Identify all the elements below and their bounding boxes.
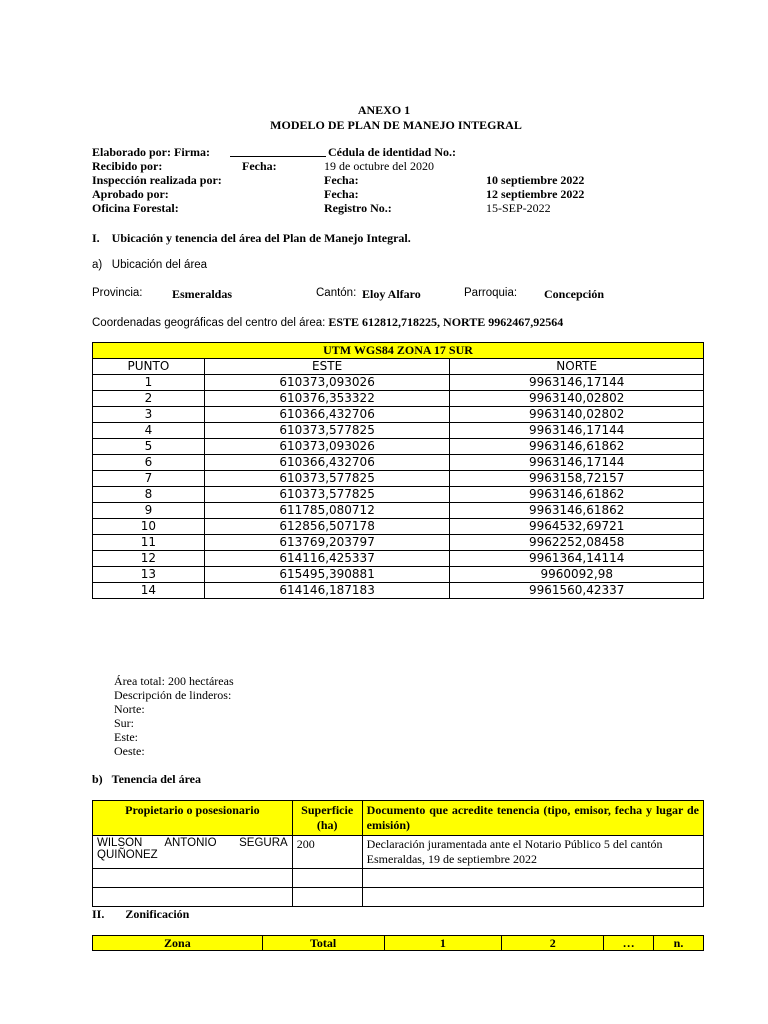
norte-cell: 9963146,61862 xyxy=(450,503,704,519)
tenencia-header-row xyxy=(93,801,704,836)
empty-cell xyxy=(362,888,703,907)
table-row xyxy=(93,375,704,391)
table-row xyxy=(93,487,704,503)
punto-cell: 3 xyxy=(93,407,205,423)
table-row xyxy=(93,869,704,888)
norte-cell: 9962252,08458 xyxy=(450,535,704,551)
norte-cell: 9963140,02802 xyxy=(450,391,704,407)
utm-table xyxy=(92,342,704,599)
table-row xyxy=(93,836,704,869)
subsection-a-title: a) Ubicación del área xyxy=(92,259,208,271)
punto-cell: 2 xyxy=(93,391,205,407)
tenencia-table xyxy=(92,800,704,907)
este-cell: 614146,187183 xyxy=(204,583,450,599)
norte-cell: 9964532,69721 xyxy=(450,519,704,535)
table-row xyxy=(93,503,704,519)
elaborado-label: Elaborado por: Firma: xyxy=(92,145,210,159)
este-cell: 612856,507178 xyxy=(204,519,450,535)
este-cell: 613769,203797 xyxy=(204,535,450,551)
punto-cell: 14 xyxy=(93,583,205,599)
table-row xyxy=(93,535,704,551)
este-cell: 614116,425337 xyxy=(204,551,450,567)
header-superficie: Superficie (ha) xyxy=(292,801,362,836)
table-row xyxy=(93,455,704,471)
empty-cell xyxy=(93,888,293,907)
norte-cell: 9963158,72157 xyxy=(450,471,704,487)
table-row xyxy=(93,439,704,455)
owner-cell: WILSON ANTONIO SEGURA QUIÑONEZ xyxy=(93,836,293,869)
punto-cell: 6 xyxy=(93,455,205,471)
table-row xyxy=(93,583,704,599)
norte-cell: 9961364,14114 xyxy=(450,551,704,567)
norte-cell: 9961560,42337 xyxy=(450,583,704,599)
recibido-label: Recibido por: xyxy=(92,159,163,173)
canton-label: Cantón: xyxy=(316,287,357,299)
lindero-este: Este: xyxy=(114,730,138,744)
este-cell: 610373,577825 xyxy=(204,423,450,439)
table-row xyxy=(93,423,704,439)
provincia-label: Provincia: xyxy=(92,287,143,299)
header-1: 1 xyxy=(384,936,502,951)
inspeccion-fecha: 10 septiembre 2022 xyxy=(486,173,585,187)
empty-cell xyxy=(93,869,293,888)
parroquia-value: Concepción xyxy=(544,287,604,301)
este-cell: 610373,577825 xyxy=(204,471,450,487)
surface-cell: 200 xyxy=(292,836,362,869)
norte-cell: 9963146,17144 xyxy=(450,375,704,391)
table-row xyxy=(93,519,704,535)
este-cell: 610373,577825 xyxy=(204,487,450,503)
table-row xyxy=(93,551,704,567)
lindero-oeste: Oeste: xyxy=(114,744,145,758)
header-propietario: Propietario o posesionario xyxy=(93,801,293,836)
norte-cell: 9963140,02802 xyxy=(450,407,704,423)
cedula-label: Cédula de identidad No.: xyxy=(328,145,457,159)
section-2-title: II. Zonificación xyxy=(92,907,190,921)
lindero-norte: Norte: xyxy=(114,702,145,716)
provincia-value: Esmeraldas xyxy=(172,287,232,301)
lindero-sur: Sur: xyxy=(114,716,135,730)
header-n: n. xyxy=(654,936,704,951)
norte-cell: 9963146,17144 xyxy=(450,455,704,471)
header-norte: NORTE xyxy=(450,359,704,375)
inspeccion-label: Inspección realizada por: xyxy=(92,173,222,187)
utm-title-row xyxy=(93,343,704,359)
oficina-label: Oficina Forestal: xyxy=(92,201,179,215)
punto-cell: 9 xyxy=(93,503,205,519)
table-row xyxy=(93,391,704,407)
este-cell: 615495,390881 xyxy=(204,567,450,583)
punto-cell: 11 xyxy=(93,535,205,551)
annex-label: ANEXO 1 xyxy=(357,103,411,117)
coordinates-value: ESTE 612812,718225, NORTE 9962467,92564 xyxy=(328,315,564,329)
coordinates-label: Coordenadas geográficas del centro del área: xyxy=(92,317,326,329)
table-row xyxy=(93,471,704,487)
inspeccion-fecha-label: Fecha: xyxy=(324,173,359,187)
utm-header-row xyxy=(93,359,704,375)
punto-cell: 7 xyxy=(93,471,205,487)
header-documento: Documento que acredite tenencia (tipo, emisor, fecha y lugar de emisión) xyxy=(362,801,703,836)
norte-cell: 9963146,17144 xyxy=(450,423,704,439)
header-zona: Zona xyxy=(93,936,263,951)
recibido-fecha: 19 de octubre del 2020 xyxy=(324,159,434,173)
document-title: MODELO DE PLAN DE MANEJO INTEGRAL xyxy=(270,118,522,132)
punto-cell: 10 xyxy=(93,519,205,535)
empty-cell xyxy=(292,869,362,888)
punto-cell: 13 xyxy=(93,567,205,583)
registro-label: Registro No.: xyxy=(324,201,392,215)
subsection-b-title: b) Tenencia del área xyxy=(92,772,202,786)
parroquia-label: Parroquia: xyxy=(464,287,518,299)
este-cell: 610366,432706 xyxy=(204,455,450,471)
document-cell: Declaración juramentada ante el Notario Público 5 del cantón Esmeraldas, 19 de septiembre 2022 xyxy=(362,836,703,869)
registro-value: 15-SEP-2022 xyxy=(486,201,551,215)
zonificacion-table xyxy=(92,935,704,951)
canton-value: Eloy Alfaro xyxy=(362,287,421,301)
norte-cell: 9963146,61862 xyxy=(450,439,704,455)
header-2: 2 xyxy=(502,936,604,951)
norte-cell: 9963146,61862 xyxy=(450,487,704,503)
table-row xyxy=(93,888,704,907)
punto-cell: 12 xyxy=(93,551,205,567)
coordinates-line xyxy=(92,315,563,330)
linderos-label: Descripción de linderos: xyxy=(114,688,232,702)
aprobado-label: Aprobado por: xyxy=(92,187,169,201)
norte-cell: 9960092,98 xyxy=(450,567,704,583)
table-row xyxy=(93,407,704,423)
este-cell: 611785,080712 xyxy=(204,503,450,519)
aprobado-fecha-label: Fecha: xyxy=(324,187,359,201)
empty-cell xyxy=(292,888,362,907)
zonificacion-header-row xyxy=(93,936,704,951)
utm-table-title: UTM WGS84 ZONA 17 SUR xyxy=(93,343,704,359)
este-cell: 610373,093026 xyxy=(204,375,450,391)
punto-cell: 5 xyxy=(93,439,205,455)
section-1-title: I. Ubicación y tenencia del área del Plan de Manejo Integral. xyxy=(92,231,411,245)
header-punto: PUNTO xyxy=(93,359,205,375)
aprobado-fecha: 12 septiembre 2022 xyxy=(486,187,585,201)
punto-cell: 8 xyxy=(93,487,205,503)
table-row xyxy=(93,567,704,583)
header-este: ESTE xyxy=(204,359,450,375)
header-total: Total xyxy=(262,936,384,951)
recibido-fecha-label: Fecha: xyxy=(242,159,277,173)
punto-cell: 1 xyxy=(93,375,205,391)
este-cell: 610373,093026 xyxy=(204,439,450,455)
header-ellipsis: … xyxy=(604,936,654,951)
empty-cell xyxy=(362,869,703,888)
punto-cell: 4 xyxy=(93,423,205,439)
este-cell: 610376,353322 xyxy=(204,391,450,407)
este-cell: 610366,432706 xyxy=(204,407,450,423)
area-total: Área total: 200 hectáreas xyxy=(114,674,234,688)
